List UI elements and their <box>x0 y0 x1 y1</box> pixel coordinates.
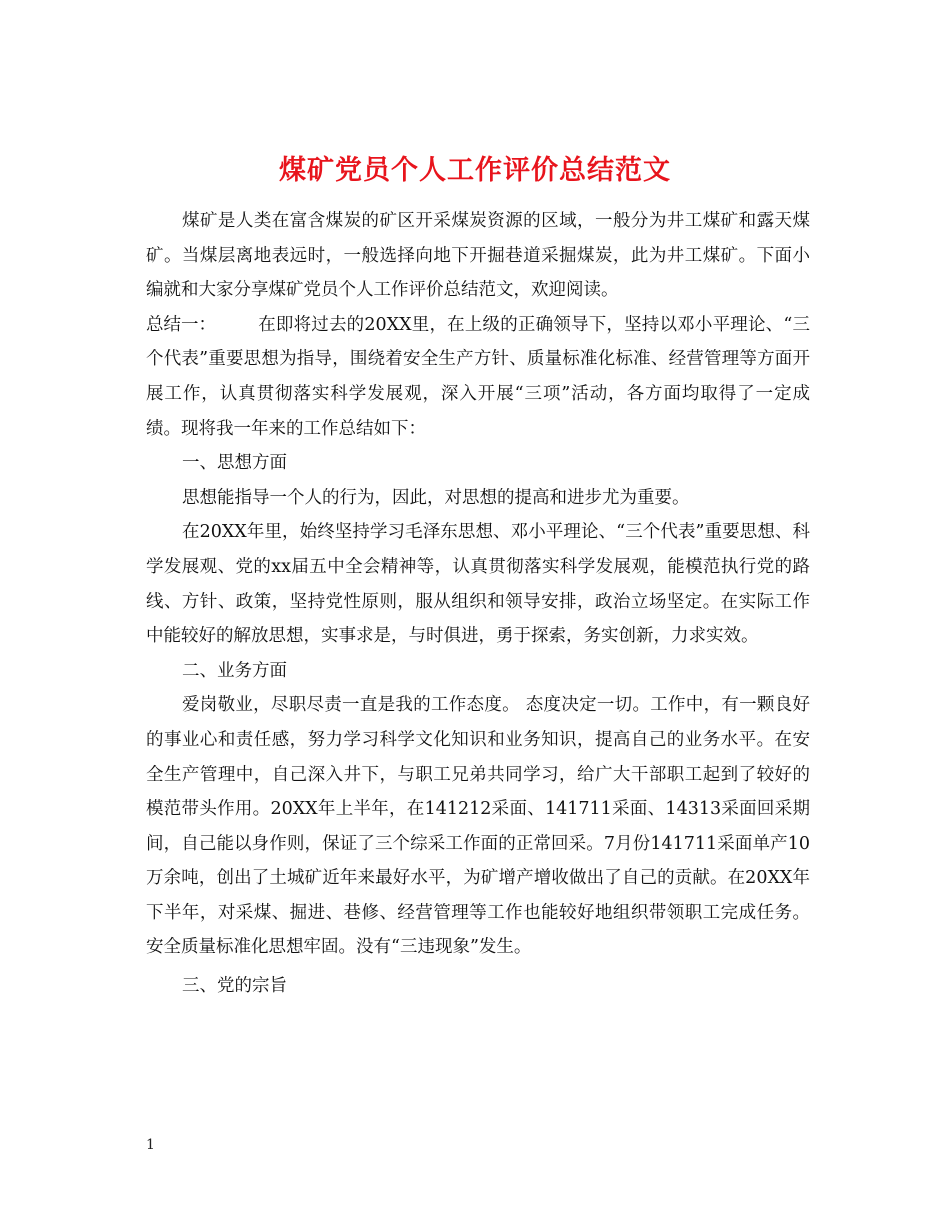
summary-paragraph <box>146 308 810 446</box>
page-number: 1 <box>146 1137 155 1153</box>
section-heading-party-purpose: 三、党的宗旨 <box>182 976 287 997</box>
document-title: 煤矿党员个人工作评价总结范文 <box>279 155 671 187</box>
section-heading-business: 二、业务方面 <box>182 660 287 681</box>
summary-label: 总结一： <box>146 314 216 335</box>
section-heading-thought: 一、思想方面 <box>182 453 287 474</box>
intro-paragraph: 煤矿是人类在富含煤炭的矿区开采煤炭资源的区域，一般分为井工煤矿和露天煤矿。当煤层离地表远时，一般选择向地下开掘巷道采掘煤炭，此为井工煤矿。下面小编就和大家分享煤矿党员个人工作评价总结范文，欢迎阅读。 <box>146 211 810 301</box>
thought-paragraph-2: 在20XX年里，始终坚持学习毛泽东思想、邓小平理论、“三个代表”重要思想、科学发展观、党的xx届五中全会精神等，认真贯彻落实科学发展观，能模范执行党的路线、方针、政策，坚持党性原则，服从组织和领导安排，政治立场坚定。在实际工作中能较好的解放思想，实事求是，与时俱进，勇于探索，务实创新，力求实效。 <box>146 522 810 647</box>
summary-text: 在即将过去的20XX里，在上级的正确领导下，坚持以邓小平理论、“三个代表”重要思想为指导，围绕着安全生产方针、质量标准化标准、经营管理等方面开展工作，认真贯彻落实科学发展观，深入开展“三项”活动，各方面均取得了一定成绩。现将我一年来的工作总结如下： <box>146 314 810 439</box>
business-paragraph: 爱岗敬业，尽职尽责一直是我的工作态度。 态度决定一切。工作中，有一颗良好的事业心和责任感，努力学习科学文化知识和业务知识，提高自己的业务水平。在安全生产管理中，自己深入井下，与职工兄弟共同学习，给广大干部职工起到了较好的模范带头作用。20XX年上半年，在141212采面、141711采面、14313采面回采期间，自己能以身作则，保证了三个综采工作面的正常回采。7月份141711采面单产10万余吨，创出了土城矿近年来最好水平，为矿增产增收做出了自己的贡献。在20XX年下半年，对采煤、掘进、巷修、经营管理等工作也能较好地组织带领职工完成任务。安全质量标准化思想牢固。没有“三违现象”发生。 <box>146 695 810 958</box>
thought-paragraph-1: 思想能指导一个人的行为，因此，对思想的提高和进步尤为重要。 <box>182 487 690 508</box>
document-body <box>146 204 810 1004</box>
